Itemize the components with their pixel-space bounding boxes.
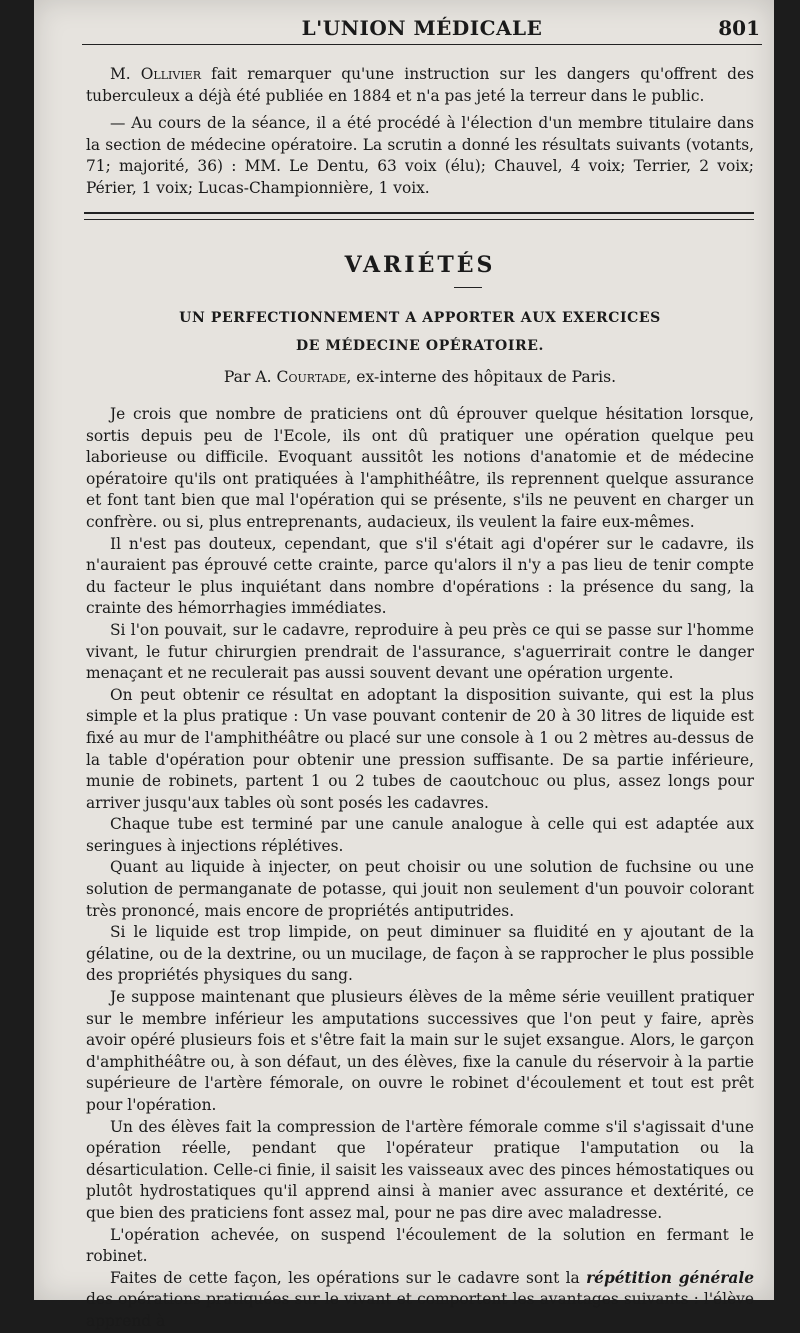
section-divider bbox=[84, 212, 754, 220]
author-name: Courtade bbox=[276, 368, 347, 386]
section-title: VARIÉTÉS bbox=[344, 252, 496, 278]
page-number: 801 bbox=[718, 16, 760, 40]
paragraph: M. Ollivier fait remarquer qu'une instruction sur les dangers qu'offrent des tuberculeux a déjà été publiée en 1884 et n'a pas jeté la terreur dans le public. bbox=[86, 65, 754, 105]
preceding-text bbox=[86, 64, 754, 200]
paragraph: Un des élèves fait la compression de l'artère fémorale comme s'il s'agissait d'une opération réelle, pendant que l'opérateur pratique l'amputation ou la désarticulation. Celle-ci finie, il saisit les vaisseaux avec des pinces hémostatiques ou plutôt hydrostatiques qu'il apprend ainsi à manier avec assurance et dextérité, ce que bien des praticiens font assez mal, pour ne pas dire avec maladresse. bbox=[86, 1117, 755, 1222]
paragraph: — Au cours de la séance, il a été procédé à l'élection d'un membre titulaire dans la section de médecine opératoire. La scrutin a donné les résultats suivants (votants, 71; majorité, 36) : MM. Le Dentu, 63 voix (élu); Chauvel, 4 voix; Terrier, 2 voix; Périer, 1 voix; Lucas-Championnière, 1 voix. bbox=[86, 114, 754, 197]
article-title-line-1: UN PERFECTIONNEMENT A APPORTER AUX EXERCICES bbox=[179, 310, 661, 326]
book-page bbox=[34, 0, 774, 1330]
title-underline bbox=[454, 287, 482, 288]
paragraph: Quant au liquide à injecter, on peut choisir ou une solution de fuchsine ou une solution de permanganate de potasse, qui jouit non seulement d'un pouvoir colorant très prononcé, mais encore de propriétés antiputrides. bbox=[86, 858, 754, 920]
paragraph: L'opération achevée, on suspend l'écoulement de la solution en fermant le robinet. bbox=[86, 1225, 754, 1266]
running-title: L'UNION MÉDICALE bbox=[301, 16, 543, 40]
byline: Par A. Courtade, ex-interne des hôpitaux de Paris. bbox=[223, 368, 617, 386]
page-header bbox=[82, 14, 762, 45]
speaker-name: M. Ollivier bbox=[110, 65, 201, 83]
paragraph: Je suppose maintenant que plusieurs élèves de la même série veuillent pratiquer sur le membre inférieur les amputations successives que l'on peut y faire, après avoir opéré plusieurs fois et s'être fait la main sur le sujet exsangue. Alors, le garçon d'amphithéâtre ou, à son défaut, un des élèves, fixe la canule du réservoir à la partie supérieure de l'artère fémorale, on ouvre le robinet d'écoulement et tout est prêt pour l'opération. bbox=[86, 988, 754, 1114]
paragraph: Si l'on pouvait, sur le cadavre, reproduire à peu près ce qui se passe sur l'homme vivant, le futur chirurgien prendrait de l'assurance, s'aguerrirait contre le danger menaçant et ne reculerait pas aussi souvent devant une opération urgente. bbox=[86, 620, 754, 683]
article-body bbox=[86, 404, 754, 1333]
paragraph: On peut obtenir ce résultat en adoptant la disposition suivante, qui est la plus simple et la plus pratique : Un vase pouvant contenir de 20 à 30 litres de liquide est fixé au mur de l'amphithéâtre ou placé sur une console à 1 ou 2 mètres au-dessus de la table d'opération pour obtenir une pression suffisante. De sa partie inférieure, munie de robinets, partent 1 ou 2 tubes de caoutchouc ou plus, assez longs pour arriver jusqu'aux tables où sont posés les cadavres. bbox=[86, 685, 754, 812]
paragraph: Faites de cette façon, les opérations sur le cadavre sont la répétition générale des opérations pratiquées sur le vivant et comportent les avantages suivants : l'élève apprend à bbox=[86, 1268, 754, 1330]
paragraph: Si le liquide est trop limpide, on peut diminuer sa fluidité en y ajoutant de la gélatine, ou de la dextrine, ou un mucilage, de façon à se rapprocher le plus possible des propriétés physiques du sang. bbox=[86, 923, 754, 985]
paragraph: Je crois que nombre de praticiens ont dû éprouver quelque hésitation lorsque, sortis depuis peu de l'Ecole, ils ont dû pratiquer une opération quelque peu laborieuse ou difficile. Evoquant aussitôt les notions d'anatomie et de médecine opératoire qu'ils ont pratiquées à l'amphithéâtre, ils reprennent quelque assurance et font tant bien que mal l'opération qui se présente, s'ils ne peuvent en charger un confrère. ou si, plus entreprenants, audacieux, ils veulent la faire eux-mêmes. bbox=[86, 405, 754, 531]
paragraph: Il n'est pas douteux, cependant, que s'il s'était agi d'opérer sur le cadavre, ils n'auraient pas éprouvé cette crainte, parce qu'alors il n'y a pas lieu de tenir compte du facteur le plus inquiétant dans nombre d'opérations : la présence du sang, la crainte des hémorrhagies immédiates. bbox=[86, 534, 754, 618]
emphasis: répétition générale bbox=[586, 1268, 754, 1287]
paragraph: Chaque tube est terminé par une canule analogue à celle qui est adaptée aux seringues à injections réplétives. bbox=[86, 815, 754, 855]
article-title-line-2: DE MÉDECINE OPÉRATOIRE. bbox=[296, 338, 544, 354]
